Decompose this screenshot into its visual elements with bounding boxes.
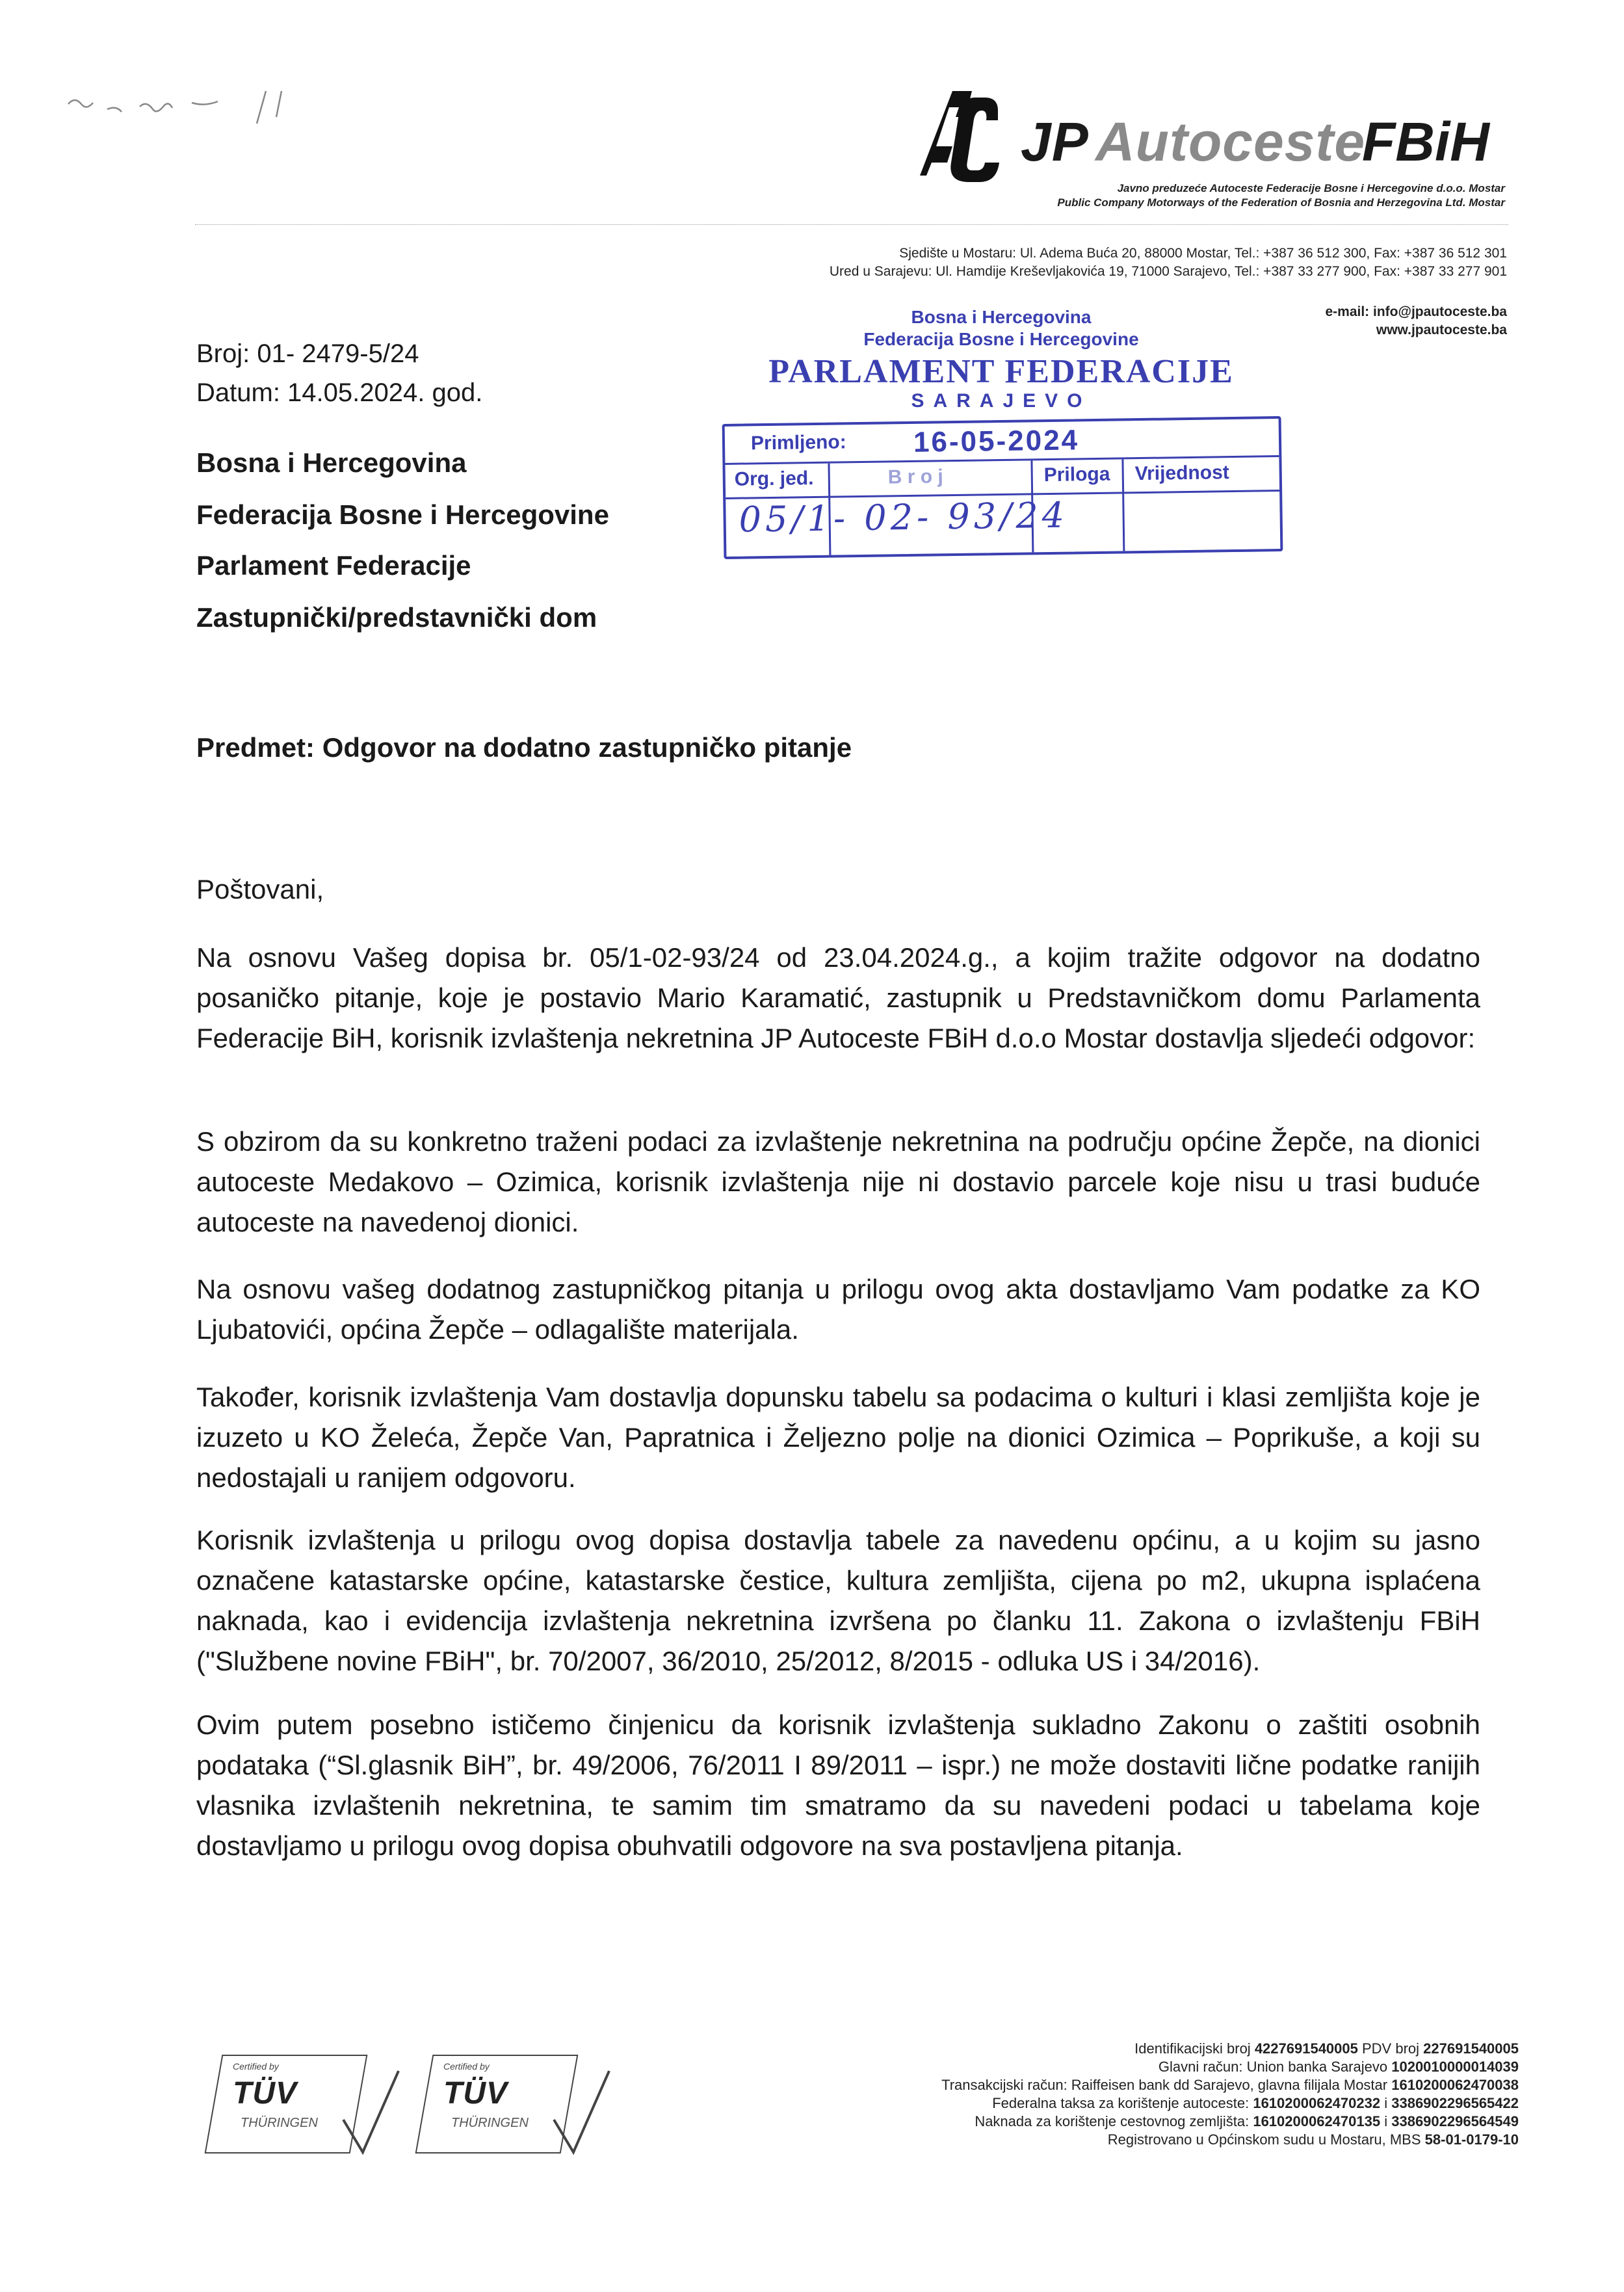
body-paragraph: S obzirom da su konkretno traženi podaci za izvlaštenje nekretnina na području općine Žepče, na dionici autoceste Medakovo – Ozimica, korisnik izvlaštenja nije ni dostavio parcele koje nisu u trasi buduće autoceste na navedenoj dionici.	[196, 1126, 1480, 1237]
tuv-certificate-badge	[207, 2055, 408, 2159]
footer-value: 3386902296565422	[1391, 2095, 1519, 2111]
addressee-line: Federacija Bosne i Hercegovine	[196, 499, 609, 530]
stamp-line-3: PARLAMENT FEDERACIJE	[768, 353, 1234, 390]
tuv-logo-text: TÜV	[443, 2076, 508, 2111]
certified-by-label: Certified by	[233, 2061, 279, 2072]
logo-subtitle-bs: Javno preduzeće Autoceste Federacije Bosne i Hercegovine d.o.o. Mostar	[1117, 182, 1505, 194]
tuv-region-text: THÜRINGEN	[241, 2116, 318, 2130]
footer-label: Transakcijski račun: Raiffeisen bank dd Sarajevo, glavna filijala Mostar	[941, 2077, 1388, 2093]
tuv-certificate-badge	[417, 2055, 619, 2159]
footer-label: Glavni račun: Union banka Sarajevo	[1158, 2059, 1388, 2075]
logo-autoceste-text: Autoceste	[1095, 111, 1366, 172]
footer-value: 58-01-0179-10	[1424, 2131, 1519, 2148]
stamp-table	[722, 416, 1283, 559]
footer-id-line	[1134, 2040, 1519, 2057]
stamp-header-row	[725, 457, 1279, 499]
footer-registration-line	[1108, 2131, 1519, 2148]
contact-email[interactable]: e-mail: info@jpautoceste.ba	[1325, 304, 1507, 319]
stamp-line-1: Bosna i Hercegovina	[911, 307, 1092, 327]
stamp-line-2: Federacija Bosne i Hercegovine	[863, 329, 1139, 349]
document-number: Broj: 01- 2479-5/24	[196, 339, 419, 368]
footer-label: PDV broj	[1362, 2040, 1420, 2057]
addressee-line: Parlament Federacije	[196, 550, 471, 581]
footer-label: Identifikacijski broj	[1134, 2040, 1251, 2057]
footer-label: i	[1384, 2095, 1388, 2111]
footer-value: 4227691540005	[1254, 2040, 1358, 2057]
footer-transaction-account-line	[941, 2077, 1519, 2094]
footer-label: Registrovano u Općinskom sudu u Mostaru, MBS	[1107, 2131, 1421, 2148]
footer-main-account-line	[1159, 2059, 1519, 2075]
checkmark-icon	[337, 2068, 402, 2159]
body-paragraph: Korisnik izvlaštenja u prilogu ovog dopisa dostavlja tabele za navedenu općinu, a u kojim su jasno označene katastarske općine, katastarske čestice, kultura zemljišta, cijena po m2, ukupna isplaćena naknada, kao i evidencija izvlaštenja nekretnina izvršena po članku 11. Zakona o izvlaštenju FBiH ("Službene novine FBiH", br. 70/2007, 36/2010, 25/2012, 8/2015 - odluka US i 34/2016).	[196, 1525, 1480, 1676]
logo-jp-text: JP	[1021, 111, 1089, 172]
tuv-region-text: THÜRINGEN	[451, 2116, 529, 2130]
ac-logo-icon	[907, 85, 1004, 189]
address-sarajevo: Ured u Sarajevu: Ul. Hamdije Kreševljakovića 19, 71000 Sarajevo, Tel.: +387 33 277 900, Fax: +387 33 277 901	[829, 264, 1507, 279]
stamp-line-4: SARAJEVO	[911, 390, 1092, 412]
stamp-priloga-label: Priloga	[1043, 463, 1110, 486]
body-paragraph: Na osnovu vašeg dodatnog zastupničkog pitanja u prilogu ovog akta dostavljamo Vam podatke za KO Ljubatovići, općina Žepče – odlagalište materijala.	[196, 1274, 1480, 1345]
header-divider	[195, 224, 1508, 225]
contact-website[interactable]: www.jpautoceste.ba	[1376, 323, 1507, 337]
logo-subtitle-en: Public Company Motorways of the Federation of Bosnia and Herzegovina Ltd. Mostar	[1057, 196, 1505, 209]
handwritten-scribble	[62, 78, 322, 137]
footer-label: Naknada za korištenje cestovnog zemljišta:	[975, 2113, 1250, 2129]
reception-stamp	[715, 299, 1287, 585]
footer-label: Federalna taksa za korištenje autoceste:	[992, 2095, 1250, 2111]
stamp-handwritten-code: 05/1- 02- 93/24	[739, 494, 1069, 540]
footer-value: 1610200062470232	[1253, 2095, 1381, 2111]
footer-value: 1610200062470135	[1253, 2113, 1381, 2129]
checkmark-icon	[547, 2068, 612, 2159]
footer-label: i	[1384, 2113, 1388, 2129]
certified-by-label: Certified by	[443, 2061, 490, 2072]
document-date: Datum: 14.05.2024. god.	[196, 378, 483, 407]
address-mostar: Sjedište u Mostaru: Ul. Adema Buća 20, 88000 Mostar, Tel.: +387 36 512 300, Fax: +387 36 512 301	[899, 246, 1507, 261]
footer-value: 1610200062470038	[1391, 2077, 1519, 2093]
body-paragraph: Ovim putem posebno ističemo činjenicu da korisnik izvlaštenja sukladno Zakonu o zaštiti osobnih podataka (“Sl.glasnik BiH”, br. 49/2006, 76/2011 I 89/2011 – ispr.) ne može dostaviti lične podatke ranijih vlasnika izvlaštenih nekretnina, te samim tim smatramo da su navedeni podaci u tabelama koje dostavljamo u prilogu ovog dopisa obuhvatili odgovore na sva postavljena pitanja.	[196, 1709, 1480, 1861]
stamp-broj-label: B r o j	[887, 466, 943, 488]
stamp-received-date: 16-05-2024	[913, 424, 1080, 458]
addressee-line: Zastupnički/predstavnički dom	[196, 602, 597, 633]
tuv-logo-text: TÜV	[233, 2076, 297, 2111]
addressee-line: Bosna i Hercegovina	[196, 447, 467, 478]
footer-value: 3386902296564549	[1391, 2113, 1519, 2129]
footer-value: 1020010000014039	[1391, 2059, 1519, 2075]
subject-line: Predmet: Odgovor na dodatno zastupničko pitanje	[196, 732, 852, 763]
footer-land-fee-line	[975, 2113, 1519, 2130]
logo-fbih-text: FBiH	[1362, 111, 1489, 172]
body-paragraph: Također, korisnik izvlaštenja Vam dostavlja dopunsku tabelu sa podacima o kulturi i klasi zemljišta koje je izuzeto u KO Želeća, Žepče Van, Papratnica i Željezno polje na dionici Ozimica – Poprikuše, a koji su nedostajali u ranijem odgovoru.	[196, 1382, 1480, 1493]
company-logo	[907, 85, 1505, 215]
stamp-vrijednost-label: Vrijednost	[1134, 462, 1229, 485]
footer-value: 227691540005	[1423, 2040, 1519, 2057]
stamp-org-label: Org. jed.	[734, 468, 814, 490]
footer-federal-fee-line	[992, 2095, 1519, 2112]
body-paragraph: Na osnovu Vašeg dopisa br. 05/1-02-93/24 od 23.04.2024.g., a kojim tražite odgovor na dodatno posaničko pitanje, koje je postavio Mario Karamatić, zastupnik u Predstavničkom domu Parlamenta Federacije BiH, korisnik izvlaštenja nekretnina JP Autoceste FBiH d.o.o Mostar dostavlja sljedeći odgovor:	[196, 942, 1480, 1053]
salutation: Poštovani,	[196, 874, 324, 904]
stamp-received-label: Primljeno:	[750, 431, 846, 454]
